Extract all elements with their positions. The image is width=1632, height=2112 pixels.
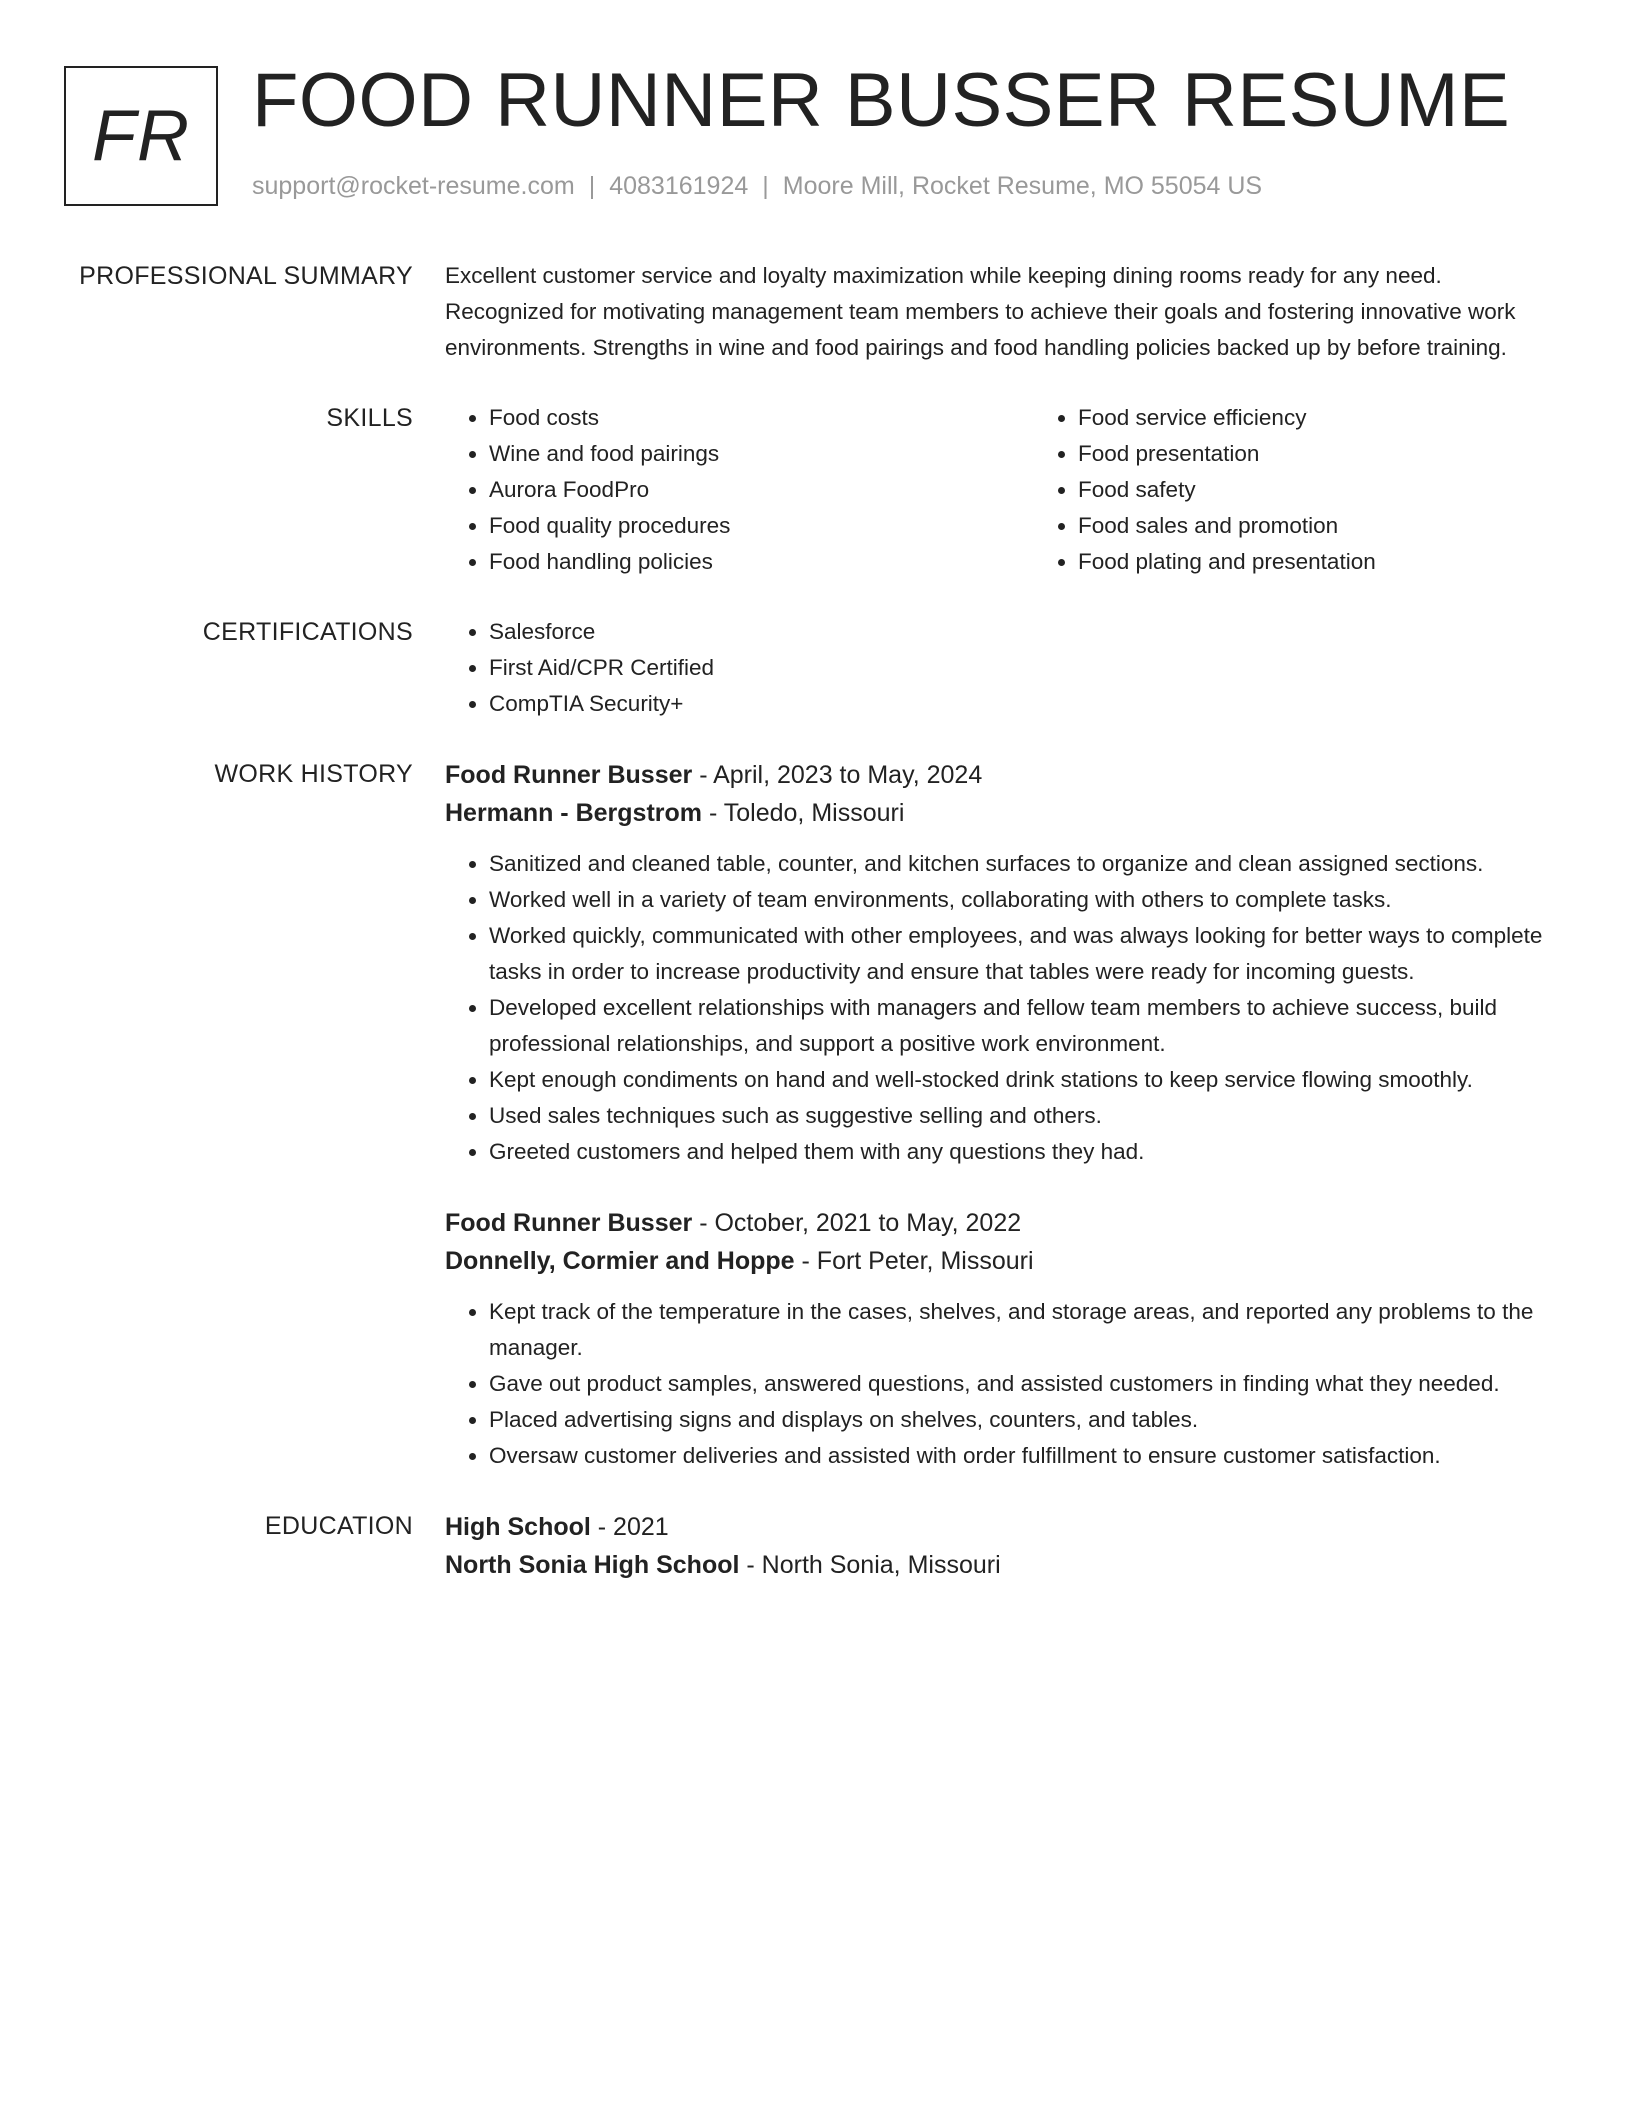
- list-item: • Food plating and presentation: [1078, 544, 1623, 580]
- education-degree-line: [445, 1508, 1557, 1546]
- list-item: • Sanitized and cleaned table, counter, and kitchen surfaces to organize and clean assigned sections.: [489, 846, 1557, 882]
- job-title-line: [445, 756, 1557, 794]
- job-dates: - April, 2023 to May, 2024: [692, 761, 983, 789]
- skills-list-1: [445, 400, 1034, 580]
- education-year: - 2021: [590, 1513, 669, 1541]
- list-item: • Wine and food pairings: [489, 436, 1034, 472]
- education-school-line: [445, 1546, 1557, 1584]
- job-company-line: [445, 1242, 1557, 1280]
- section-education: [0, 1508, 1632, 1584]
- list-item: • Food sales and promotion: [1078, 508, 1623, 544]
- section-body: [445, 756, 1557, 1474]
- section-body: [445, 614, 1557, 722]
- list-item: • Food costs: [489, 400, 1034, 436]
- resume-sections: [0, 258, 1632, 1618]
- monogram-initials: FR: [64, 66, 218, 206]
- list-item: • Placed advertising signs and displays on shelves, counters, and tables.: [489, 1402, 1557, 1438]
- job-title: Food Runner Busser: [445, 1209, 693, 1237]
- job-dates: - October, 2021 to May, 2022: [692, 1209, 1022, 1237]
- skills-grid: [445, 400, 1557, 580]
- list-item: • Aurora FoodPro: [489, 472, 1034, 508]
- job-location: - Fort Peter, Missouri: [794, 1247, 1034, 1275]
- education-school: North Sonia High School: [445, 1551, 740, 1579]
- contact-address: Moore Mill, Rocket Resume, MO 55054 US: [782, 172, 1263, 200]
- list-item: • Salesforce: [489, 614, 1557, 650]
- job-company-line: [445, 794, 1557, 832]
- section-label: EDUCATION: [264, 1512, 413, 1540]
- list-item: • Greeted customers and helped them with any questions they had.: [489, 1134, 1557, 1170]
- resume-title: FOOD RUNNER BUSSER RESUME: [252, 58, 1511, 143]
- list-item: • Oversaw customer deliveries and assisted with order fulfillment to ensure customer satisfaction.: [489, 1438, 1557, 1474]
- list-item: • First Aid/CPR Certified: [489, 650, 1557, 686]
- list-item: • Food quality procedures: [489, 508, 1034, 544]
- job-location: - Toledo, Missouri: [702, 799, 905, 827]
- section-label: WORK HISTORY: [214, 760, 413, 788]
- education-degree: High School: [445, 1513, 591, 1541]
- list-item: • Used sales techniques such as suggestive selling and others.: [489, 1098, 1557, 1134]
- skills-list-2: [1034, 400, 1623, 580]
- job-company: Donnelly, Cormier and Hoppe: [445, 1247, 795, 1275]
- list-item: • CompTIA Security+: [489, 686, 1557, 722]
- summary-text: Excellent customer service and loyalty maximization while keeping dining rooms ready for any need. Recognized for motivating management team members to achieve their goals and fostering innovative work environments. Strengths in wine and food pairings and food handling policies backed up by before training.: [445, 263, 1516, 360]
- section-work-history: [0, 756, 1632, 1474]
- job-company: Hermann - Bergstrom: [445, 799, 702, 827]
- section-label: SKILLS: [326, 404, 413, 432]
- section-body: [445, 258, 1557, 366]
- job-title: Food Runner Busser: [445, 761, 693, 789]
- list-item: • Food handling policies: [489, 544, 1034, 580]
- list-item: • Developed excellent relationships with managers and fellow team members to achieve success, build professional relationships, and support a positive work environment.: [489, 990, 1557, 1062]
- contact-separator: |: [762, 172, 769, 200]
- job-duties: [445, 1294, 1557, 1474]
- certifications-list: [445, 614, 1557, 722]
- job-entry: [445, 1204, 1557, 1474]
- section-label: CERTIFICATIONS: [202, 618, 413, 646]
- job-title-line: [445, 1204, 1557, 1242]
- contact-separator: |: [588, 172, 596, 200]
- list-item: • Worked quickly, communicated with other employees, and was always looking for better ways to complete tasks in order to increase productivity and ensure that tables were ready for incoming guests.: [489, 918, 1557, 990]
- contact-email[interactable]: support@rocket-resume.com: [252, 172, 575, 200]
- list-item: • Gave out product samples, answered questions, and assisted customers in finding what they needed.: [489, 1366, 1557, 1402]
- section-certifications: [0, 614, 1632, 722]
- education-location: - North Sonia, Missouri: [739, 1551, 1001, 1579]
- section-label: PROFESSIONAL SUMMARY: [79, 262, 413, 290]
- section-body: [445, 400, 1557, 580]
- list-item: • Worked well in a variety of team environments, collaborating with others to complete tasks.: [489, 882, 1557, 918]
- list-item: • Food presentation: [1078, 436, 1623, 472]
- contact-line: [252, 172, 1262, 201]
- section-skills: [0, 400, 1632, 580]
- list-item: • Food service efficiency: [1078, 400, 1623, 436]
- list-item: • Kept enough condiments on hand and well-stocked drink stations to keep service flowing smoothly.: [489, 1062, 1557, 1098]
- section-professional-summary: [0, 258, 1632, 366]
- list-item: • Kept track of the temperature in the cases, shelves, and storage areas, and reported any problems to the manager.: [489, 1294, 1557, 1366]
- job-duties: [445, 846, 1557, 1170]
- section-body: [445, 1508, 1557, 1584]
- job-entry: [445, 756, 1557, 1170]
- contact-phone[interactable]: 4083161924: [609, 172, 749, 200]
- list-item: • Food safety: [1078, 472, 1623, 508]
